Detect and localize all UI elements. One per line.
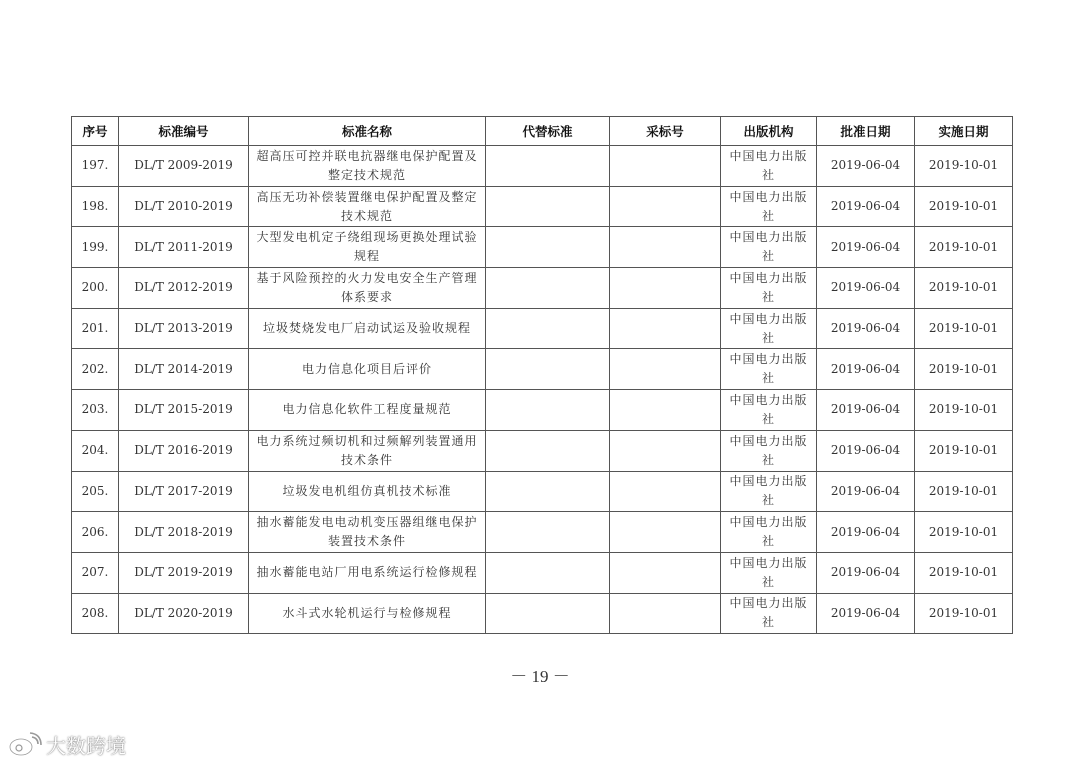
cell-approval-date: 2019-06-04: [817, 471, 915, 512]
cell-replaced-standard: [486, 308, 610, 349]
cell-standard-name: 高压无功补偿装置继电保护配置及整定技术规范: [249, 186, 486, 227]
table-row: [72, 552, 1013, 593]
cell-approval-date: 2019-06-04: [817, 349, 915, 390]
cell-standard-name: 抽水蓄能发电电动机变压器组继电保护装置技术条件: [249, 512, 486, 553]
table-row: [72, 268, 1013, 309]
cell-replaced-standard: [486, 268, 610, 309]
cell-serial: 204.: [72, 430, 119, 471]
cell-standard-name: 垃圾焚烧发电厂启动试运及验收规程: [249, 308, 486, 349]
cell-serial: 198.: [72, 186, 119, 227]
cell-standard-code: DL/T 2016-2019: [119, 430, 249, 471]
cell-effective-date: 2019-10-01: [915, 268, 1013, 309]
cell-effective-date: 2019-10-01: [915, 349, 1013, 390]
cell-standard-name: 基于风险预控的火力发电安全生产管理体系要求: [249, 268, 486, 309]
cell-adoption-number: [610, 390, 721, 431]
cell-replaced-standard: [486, 430, 610, 471]
cell-serial: 199.: [72, 227, 119, 268]
cell-approval-date: 2019-06-04: [817, 552, 915, 593]
cell-standard-name: 电力信息化软件工程度量规范: [249, 390, 486, 431]
cell-replaced-standard: [486, 349, 610, 390]
cell-approval-date: 2019-06-04: [817, 512, 915, 553]
cell-standard-code: DL/T 2015-2019: [119, 390, 249, 431]
cell-replaced-standard: [486, 186, 610, 227]
cell-effective-date: 2019-10-01: [915, 593, 1013, 634]
cell-replaced-standard: [486, 512, 610, 553]
table-header-row: [72, 117, 1013, 146]
cell-standard-name: 抽水蓄能电站厂用电系统运行检修规程: [249, 552, 486, 593]
cell-replaced-standard: [486, 593, 610, 634]
table-row: [72, 308, 1013, 349]
cell-adoption-number: [610, 593, 721, 634]
cell-standard-code: DL/T 2012-2019: [119, 268, 249, 309]
table-row: [72, 349, 1013, 390]
header-standard-name: 标准名称: [249, 117, 486, 146]
header-effective-date: 实施日期: [915, 117, 1013, 146]
cell-serial: 201.: [72, 308, 119, 349]
header-approval-date: 批准日期: [817, 117, 915, 146]
cell-publisher: 中国电力出版社: [721, 186, 817, 227]
table-row: [72, 227, 1013, 268]
cell-effective-date: 2019-10-01: [915, 512, 1013, 553]
cell-approval-date: 2019-06-04: [817, 430, 915, 471]
table-row: [72, 471, 1013, 512]
cell-approval-date: 2019-06-04: [817, 227, 915, 268]
cell-approval-date: 2019-06-04: [817, 146, 915, 187]
cell-standard-code: DL/T 2013-2019: [119, 308, 249, 349]
cell-publisher: 中国电力出版社: [721, 471, 817, 512]
cell-effective-date: 2019-10-01: [915, 186, 1013, 227]
cell-publisher: 中国电力出版社: [721, 146, 817, 187]
cell-publisher: 中国电力出版社: [721, 512, 817, 553]
cell-publisher: 中国电力出版社: [721, 308, 817, 349]
cell-effective-date: 2019-10-01: [915, 390, 1013, 431]
cell-effective-date: 2019-10-01: [915, 227, 1013, 268]
cell-adoption-number: [610, 186, 721, 227]
cell-standard-code: DL/T 2017-2019: [119, 471, 249, 512]
cell-adoption-number: [610, 227, 721, 268]
cell-serial: 206.: [72, 512, 119, 553]
cell-serial: 197.: [72, 146, 119, 187]
cell-publisher: 中国电力出版社: [721, 227, 817, 268]
cell-publisher: 中国电力出版社: [721, 593, 817, 634]
cell-adoption-number: [610, 471, 721, 512]
cell-approval-date: 2019-06-04: [817, 268, 915, 309]
cell-standard-name: 电力信息化项目后评价: [249, 349, 486, 390]
cell-standard-name: 垃圾发电机组仿真机技术标准: [249, 471, 486, 512]
cell-replaced-standard: [486, 227, 610, 268]
cell-standard-code: DL/T 2011-2019: [119, 227, 249, 268]
table-row: [72, 593, 1013, 634]
cell-publisher: 中国电力出版社: [721, 430, 817, 471]
cell-standard-name: 电力系统过频切机和过频解列装置通用技术条件: [249, 430, 486, 471]
cell-publisher: 中国电力出版社: [721, 349, 817, 390]
cell-standard-code: DL/T 2019-2019: [119, 552, 249, 593]
cell-serial: 205.: [72, 471, 119, 512]
table-row: [72, 512, 1013, 553]
cell-publisher: 中国电力出版社: [721, 552, 817, 593]
cell-serial: 202.: [72, 349, 119, 390]
header-adoption-number: 采标号: [610, 117, 721, 146]
cell-serial: 208.: [72, 593, 119, 634]
table-row: [72, 390, 1013, 431]
cell-standard-code: DL/T 2010-2019: [119, 186, 249, 227]
cell-replaced-standard: [486, 471, 610, 512]
header-publisher: 出版机构: [721, 117, 817, 146]
cell-standard-name: 大型发电机定子绕组现场更换处理试验规程: [249, 227, 486, 268]
table-row: [72, 146, 1013, 187]
cell-standard-name: 超高压可控并联电抗器继电保护配置及整定技术规范: [249, 146, 486, 187]
cell-serial: 200.: [72, 268, 119, 309]
cell-effective-date: 2019-10-01: [915, 146, 1013, 187]
header-serial: 序号: [72, 117, 119, 146]
cell-standard-code: DL/T 2020-2019: [119, 593, 249, 634]
cell-approval-date: 2019-06-04: [817, 186, 915, 227]
header-standard-code: 标准编号: [119, 117, 249, 146]
table-row: [72, 186, 1013, 227]
cell-standard-name: 水斗式水轮机运行与检修规程: [249, 593, 486, 634]
cell-replaced-standard: [486, 552, 610, 593]
cell-publisher: 中国电力出版社: [721, 390, 817, 431]
cell-adoption-number: [610, 349, 721, 390]
cell-approval-date: 2019-06-04: [817, 593, 915, 634]
watermark-text: 大数跨境: [46, 733, 126, 758]
cell-replaced-standard: [486, 146, 610, 187]
cell-approval-date: 2019-06-04: [817, 308, 915, 349]
cell-adoption-number: [610, 552, 721, 593]
cell-publisher: 中国电力出版社: [721, 268, 817, 309]
cell-replaced-standard: [486, 390, 610, 431]
cell-adoption-number: [610, 146, 721, 187]
cell-adoption-number: [610, 308, 721, 349]
cell-standard-code: DL/T 2018-2019: [119, 512, 249, 553]
header-replaced-standard: 代替标准: [486, 117, 610, 146]
cell-standard-code: DL/T 2014-2019: [119, 349, 249, 390]
table-row: [72, 430, 1013, 471]
cell-adoption-number: [610, 430, 721, 471]
page-number: － 19 －: [510, 667, 570, 686]
standards-table: [71, 116, 1013, 634]
cell-serial: 207.: [72, 552, 119, 593]
cell-serial: 203.: [72, 390, 119, 431]
cell-effective-date: 2019-10-01: [915, 471, 1013, 512]
watermark: [8, 727, 126, 761]
cell-effective-date: 2019-10-01: [915, 308, 1013, 349]
weibo-logo-icon: [8, 731, 42, 757]
cell-effective-date: 2019-10-01: [915, 430, 1013, 471]
cell-adoption-number: [610, 512, 721, 553]
cell-effective-date: 2019-10-01: [915, 552, 1013, 593]
cell-approval-date: 2019-06-04: [817, 390, 915, 431]
cell-adoption-number: [610, 268, 721, 309]
cell-standard-code: DL/T 2009-2019: [119, 146, 249, 187]
